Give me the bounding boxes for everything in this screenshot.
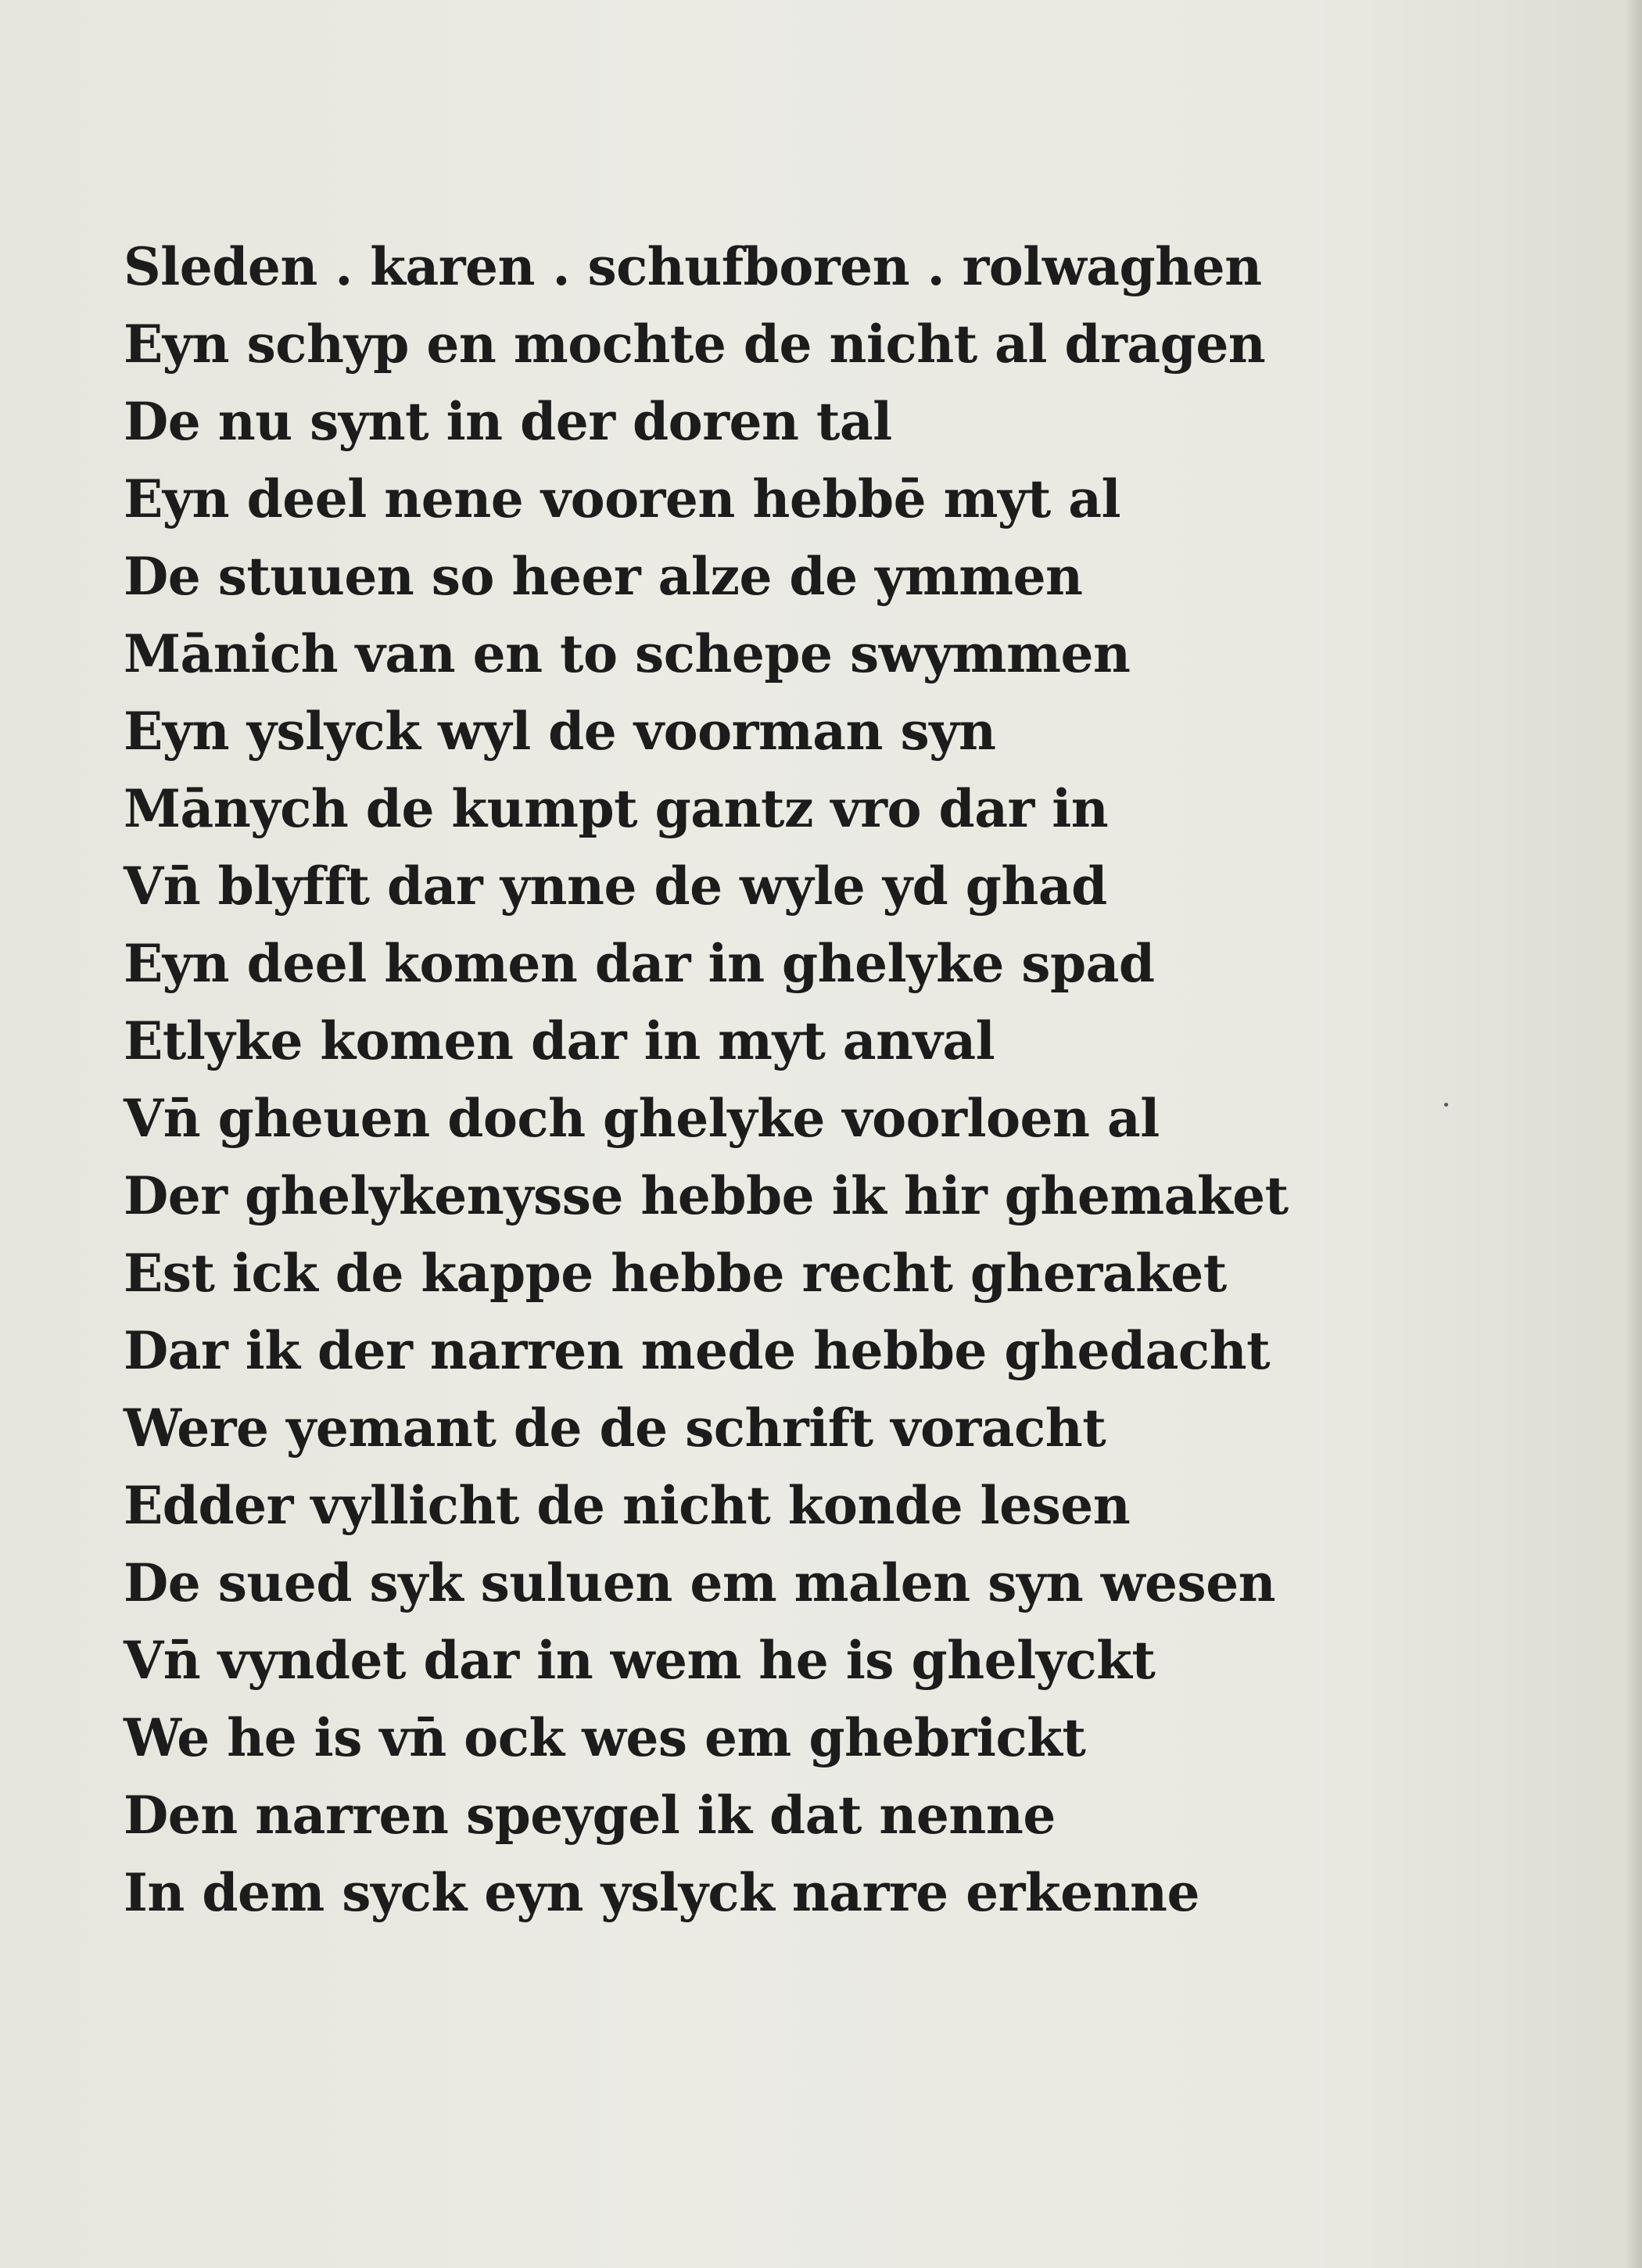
- verse-line-10: Eyn deel komen dar in ghelyke spad: [124, 933, 1155, 994]
- verse-line-17: Edder vyllicht de nicht konde lesen: [124, 1475, 1131, 1536]
- page-edge-shadow: [1625, 0, 1642, 2268]
- verse-line-2: Eyn schyp en mochte de nicht al dragen: [124, 314, 1266, 375]
- verse-line-11: Etlyke komen dar in myt anval: [124, 1010, 995, 1071]
- verse-line-16: Were yemant de de schrift voracht: [124, 1398, 1106, 1459]
- ink-speck: [1444, 1103, 1448, 1107]
- verse-line-12: Vn̄ gheuen doch ghelyke voorloen al: [124, 1088, 1160, 1149]
- verse-line-21: Den narren speygel ik dat nenne: [124, 1785, 1056, 1846]
- verse-line-14: Est ick de kappe hebbe recht gheraket: [124, 1243, 1227, 1304]
- verse-line-4: Eyn deel nene vooren hebbē myt al: [124, 468, 1121, 529]
- verse-line-3: De nu synt in der doren tal: [124, 391, 892, 452]
- verse-line-18: De sued syk suluen em malen syn wesen: [124, 1552, 1276, 1613]
- verse-line-19: Vn̄ vyndet dar in wem he is ghelyckt: [124, 1630, 1156, 1691]
- verse-line-20: We he is vn̄ ock wes em ghebrickt: [124, 1707, 1086, 1768]
- verse-line-5: De stuuen so heer alze de ymmen: [124, 546, 1083, 607]
- verse-line-13: Der ghelykenysse hebbe ik hir ghemaket: [124, 1165, 1289, 1226]
- verse-line-9: Vn̄ blyfft dar ynne de wyle yd ghad: [124, 856, 1107, 917]
- verse-line-15: Dar ik der narren mede hebbe ghedacht: [124, 1320, 1271, 1381]
- verse-line-1: Sleden . karen . schufboren . rolwaghen: [124, 236, 1262, 297]
- verse-line-8: Mānych de kumpt gantz vro dar in: [124, 778, 1109, 839]
- verse-text-block: [124, 228, 1406, 1932]
- verse-line-6: Mānich van en to schepe swymmen: [124, 623, 1131, 684]
- verse-line-22: In dem syck eyn yslyck narre erkenne: [124, 1862, 1200, 1923]
- verse-line-7: Eyn yslyck wyl de voorman syn: [124, 701, 996, 762]
